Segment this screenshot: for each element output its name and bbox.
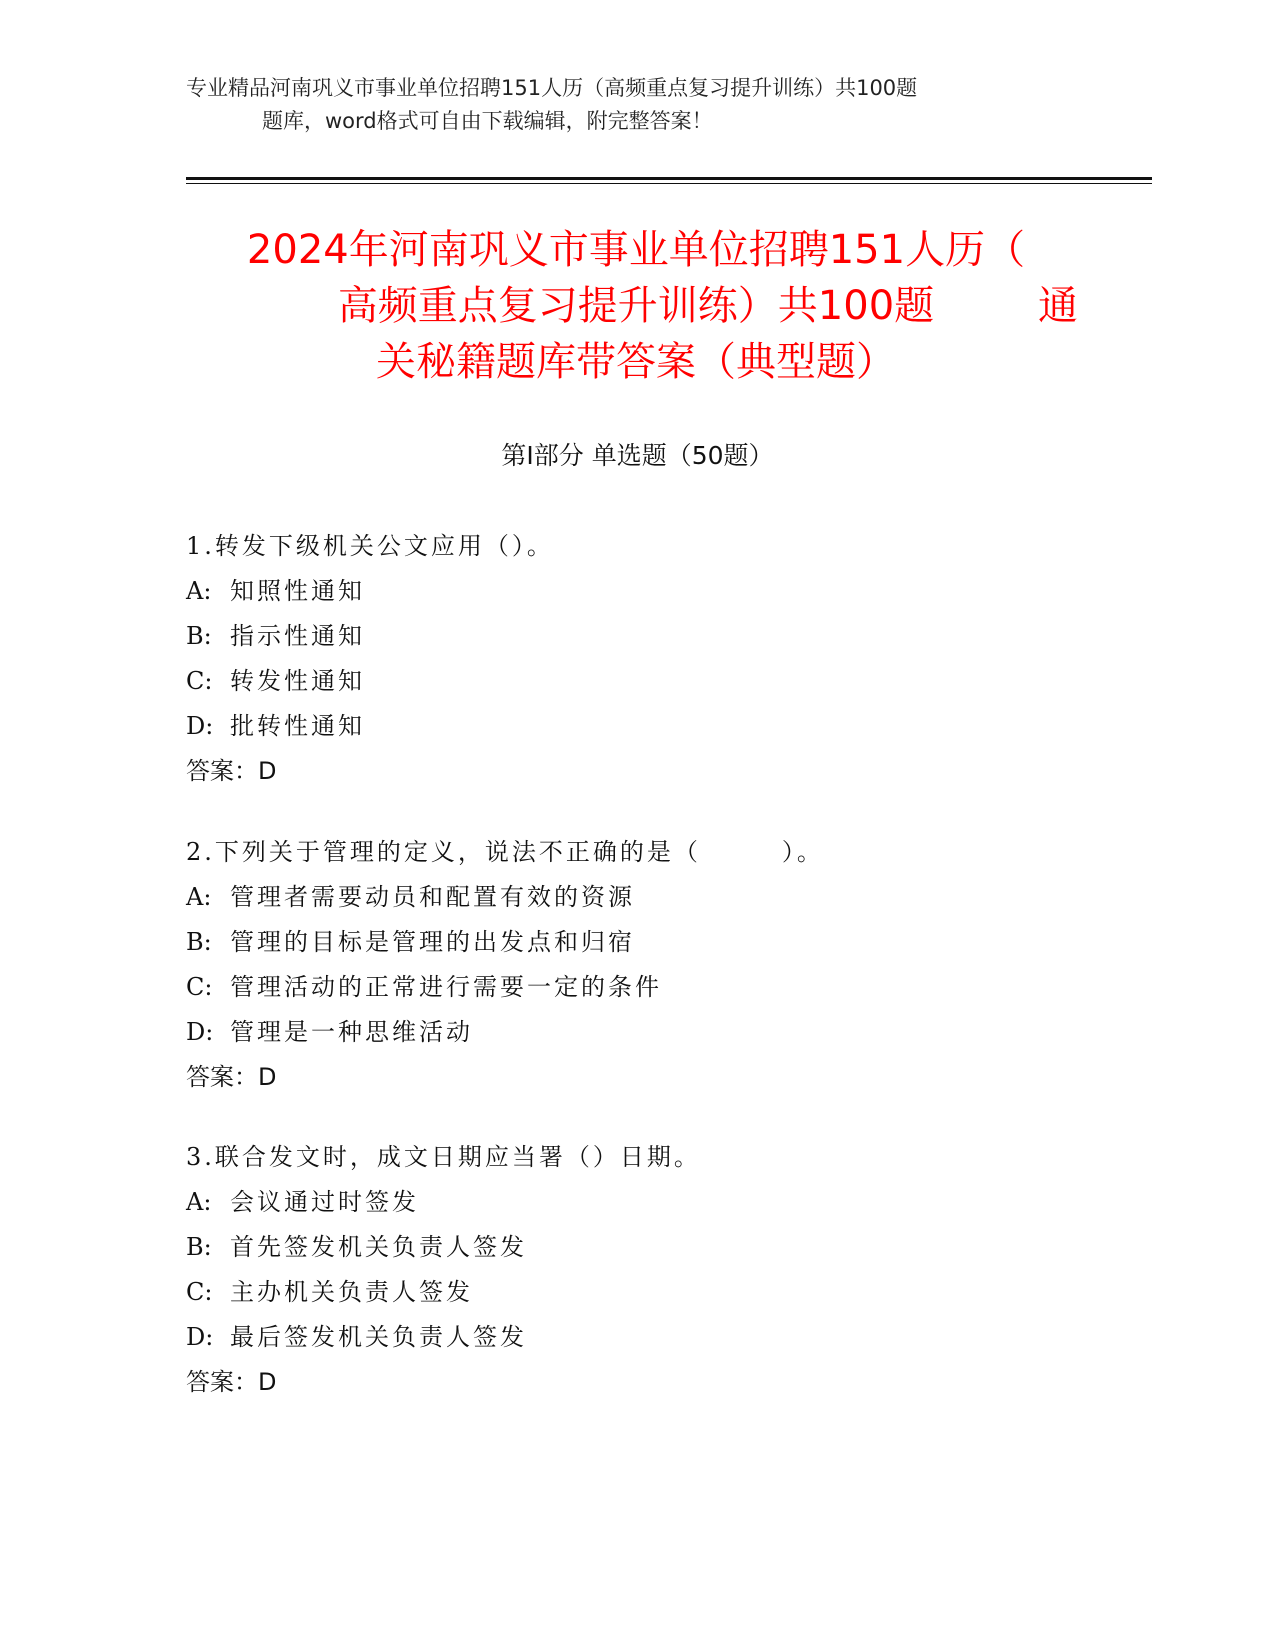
answer-line: 答案：D: [186, 757, 277, 785]
option-b: [186, 1225, 1086, 1270]
header-divider-thick: [186, 177, 1152, 180]
question-text: 3.联合发文时，成文日期应当署（）日期。: [186, 1143, 701, 1171]
question-block: [186, 524, 1086, 794]
option-letter: C:: [186, 1278, 213, 1306]
title-line1: 2024年河南巩义市事业单位招聘151人历（: [246, 227, 1026, 273]
option-text: 管理者需要动员和配置有效的资源: [230, 883, 635, 911]
option-a: [186, 875, 1086, 920]
option-a: [186, 1180, 1086, 1225]
answer-line: 答案：D: [186, 1368, 277, 1396]
option-c: [186, 965, 1086, 1010]
title-line2-main: 高频重点复习提升训练）共100题: [337, 283, 935, 329]
option-letter: A:: [186, 883, 212, 911]
option-letter: A:: [186, 577, 212, 605]
answer-line: 答案：D: [186, 1063, 277, 1091]
option-b: [186, 920, 1086, 965]
document-title: [186, 222, 1086, 390]
option-text: 知照性通知: [230, 577, 365, 605]
option-letter: C:: [186, 667, 213, 695]
option-c: [186, 1270, 1086, 1315]
option-letter: D:: [186, 712, 214, 740]
option-text: 管理活动的正常进行需要一定的条件: [230, 973, 662, 1001]
option-letter: D:: [186, 1018, 214, 1046]
option-text: 管理是一种思维活动: [230, 1018, 473, 1046]
document-header-note: [186, 72, 1086, 138]
title-line2-tail: 通: [1038, 283, 1078, 329]
option-text: 指示性通知: [230, 622, 365, 650]
option-text: 会议通过时签发: [230, 1188, 419, 1216]
question-text: 1.转发下级机关公文应用（）。: [186, 532, 554, 560]
header-note-line2: 题库，word格式可自由下载编辑，附完整答案！: [262, 109, 713, 133]
section-heading: 第Ⅰ部分 单选题（50题）: [501, 441, 774, 470]
option-letter: D:: [186, 1323, 214, 1351]
option-letter: B:: [186, 622, 212, 650]
option-d: [186, 1315, 1086, 1360]
title-line2: [186, 278, 1086, 334]
option-d: [186, 704, 1086, 749]
option-b: [186, 614, 1086, 659]
option-text: 首先签发机关负责人签发: [230, 1233, 527, 1261]
option-d: [186, 1010, 1086, 1055]
header-note-line1: 专业精品河南巩义市事业单位招聘151人历（高频重点复习提升训练）共100题: [186, 76, 918, 100]
option-text: 转发性通知: [230, 667, 365, 695]
option-text: 管理的目标是管理的出发点和归宿: [230, 928, 635, 956]
title-line3: 关秘籍题库带答案（典型题）: [376, 339, 896, 385]
option-letter: C:: [186, 973, 213, 1001]
question-block: [186, 1135, 1086, 1405]
option-c: [186, 659, 1086, 704]
option-letter: A:: [186, 1188, 212, 1216]
question-block: [186, 830, 1086, 1100]
option-text: 最后签发机关负责人签发: [230, 1323, 527, 1351]
option-text: 主办机关负责人签发: [230, 1278, 473, 1306]
header-divider-thin: [186, 183, 1152, 184]
option-letter: B:: [186, 928, 212, 956]
option-text: 批转性通知: [230, 712, 365, 740]
question-text: 2.下列关于管理的定义，说法不正确的是（ ）。: [186, 838, 824, 866]
option-letter: B:: [186, 1233, 212, 1261]
option-a: [186, 569, 1086, 614]
